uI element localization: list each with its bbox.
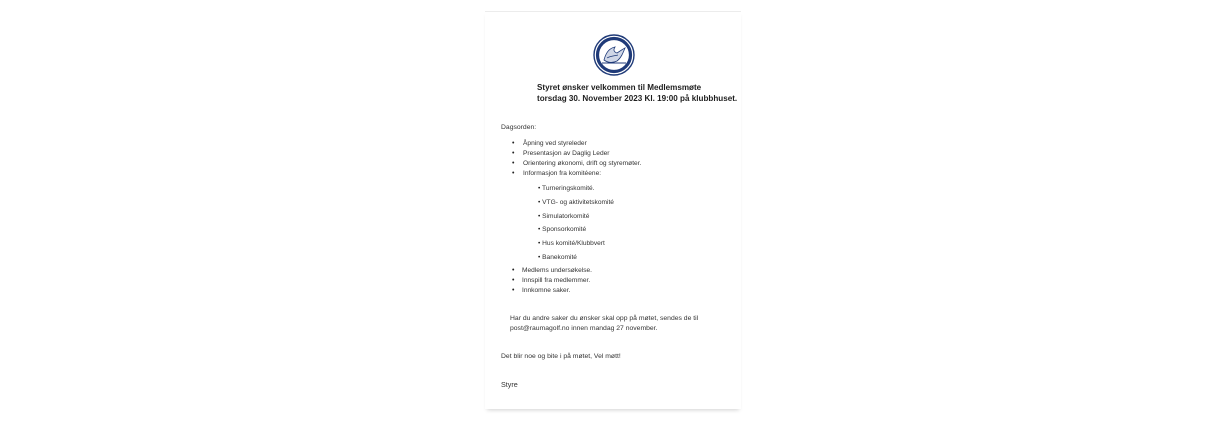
- agenda-item: • Medlems undersøkelse.: [512, 266, 592, 276]
- agenda-list: [512, 139, 641, 179]
- meeting-heading: [537, 82, 737, 104]
- agenda-item: • Orientering økonomi, drift og styremøter.: [512, 159, 641, 169]
- agenda-label: Dagsorden:: [501, 124, 537, 131]
- paragraph-line-1: Har du andre saker du ønsker skal opp på møtet, sendes de til: [510, 315, 699, 322]
- agenda-list-continued: [512, 266, 592, 296]
- heading-line-1: Styret ønsker velkommen til Medlemsmøte: [537, 83, 702, 92]
- committee-item: • Hus komité/Klubbvert: [538, 237, 614, 251]
- paragraph-line-2: post@raumagolf.no innen mandag 27 november.: [510, 325, 658, 332]
- agenda-item: • Innspill fra medlemmer.: [512, 276, 592, 286]
- document-page: [485, 11, 741, 409]
- closing-text: Det blir noe og bite i på møtet, Vel møtt!: [501, 353, 621, 360]
- agenda-item: • Innkomne saker.: [512, 286, 592, 296]
- agenda-item: • Åpning ved styreleder: [512, 139, 641, 149]
- signature: Styre: [501, 380, 518, 389]
- heading-line-2: torsdag 30. November 2023 Kl. 19:00 på klubbhuset.: [537, 94, 738, 103]
- committee-item: • VTG- og aktivitetskomité: [538, 196, 614, 210]
- committee-list: [538, 182, 614, 265]
- agenda-item: • Informasjon fra komitéene:: [512, 169, 641, 179]
- committee-item: • Turneringskomité.: [538, 182, 614, 196]
- committee-item: • Sponsorkomité: [538, 223, 614, 237]
- committee-item: • Banekomité: [538, 251, 614, 265]
- club-logo-icon: [593, 34, 635, 76]
- committee-item: • Simulatorkomité: [538, 210, 614, 224]
- agenda-item: • Presentasjon av Daglig Leder: [512, 149, 641, 159]
